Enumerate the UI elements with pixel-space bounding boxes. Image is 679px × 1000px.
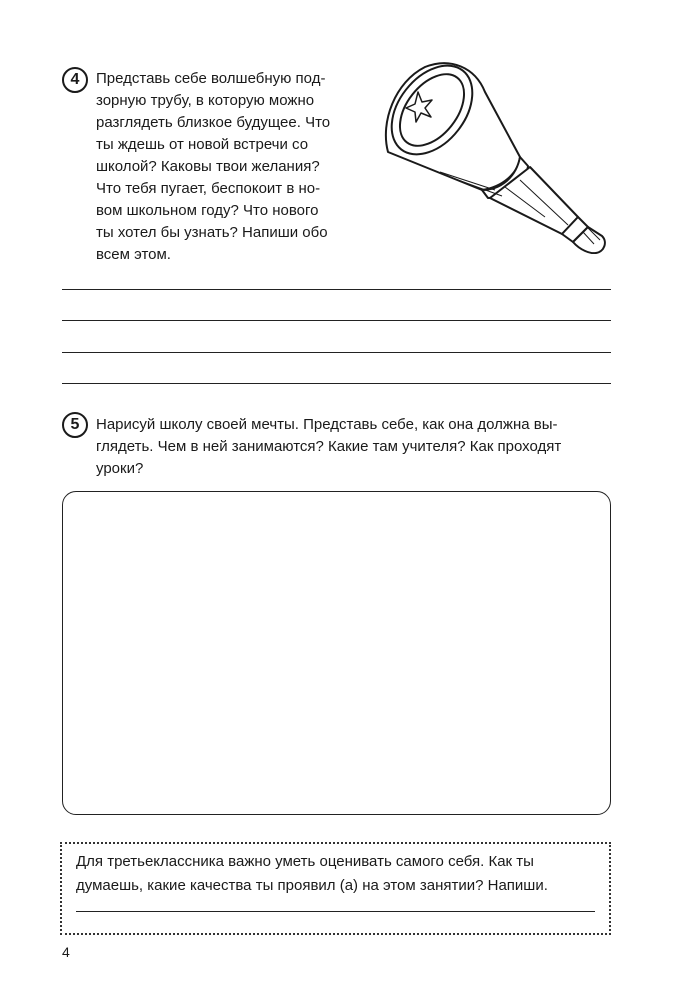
task-5-line: уроки? <box>96 460 144 477</box>
task-5-number: 5 <box>70 416 80 433</box>
task-4-line: ты хотел бы узнать? Напиши обо <box>96 224 328 241</box>
self-assessment-box <box>60 842 611 935</box>
self-assessment-text <box>76 850 548 898</box>
task-4-number-badge <box>62 67 88 93</box>
task-5-number-badge <box>62 412 88 438</box>
task-4-number: 4 <box>70 71 80 88</box>
task-4-line: Представь себе волшебную под- <box>96 70 326 87</box>
self-assessment-line: Для третьеклассника важно уметь оценивать самого себя. Как ты <box>76 853 534 870</box>
page-number: 4 <box>62 944 70 960</box>
task-5-line: глядеть. Чем в ней занимаются? Какие там учителя? Как проходят <box>96 438 562 455</box>
task-4-line: разглядеть близкое будущее. Что <box>96 114 331 131</box>
task-4-line: ты ждешь от новой встречи со <box>96 136 309 153</box>
self-assessment-line: думаешь, какие качества ты проявил (а) на этом занятии? Напиши. <box>76 877 548 894</box>
task-4-instructions <box>96 68 330 266</box>
drawing-area[interactable] <box>62 491 611 815</box>
task-5-instructions <box>96 414 561 480</box>
task-4-line: зорную трубу, в которую можно <box>96 92 315 109</box>
telescope-illustration <box>370 52 620 254</box>
task-5-line: Нарисуй школу своей мечты. Представь себе, как она должна вы- <box>96 416 558 433</box>
answer-line[interactable] <box>62 352 611 353</box>
task-4-line: Что тебя пугает, беспокоит в но- <box>96 180 321 197</box>
task-4-line: всем этом. <box>96 246 171 263</box>
answer-line[interactable] <box>62 320 611 321</box>
answer-line[interactable] <box>62 289 611 290</box>
answer-line[interactable] <box>62 383 611 384</box>
task-4-line: вом школьном году? Что нового <box>96 202 319 219</box>
self-assessment-answer-line[interactable] <box>76 911 595 912</box>
task-4-line: школой? Каковы твои желания? <box>96 158 320 175</box>
